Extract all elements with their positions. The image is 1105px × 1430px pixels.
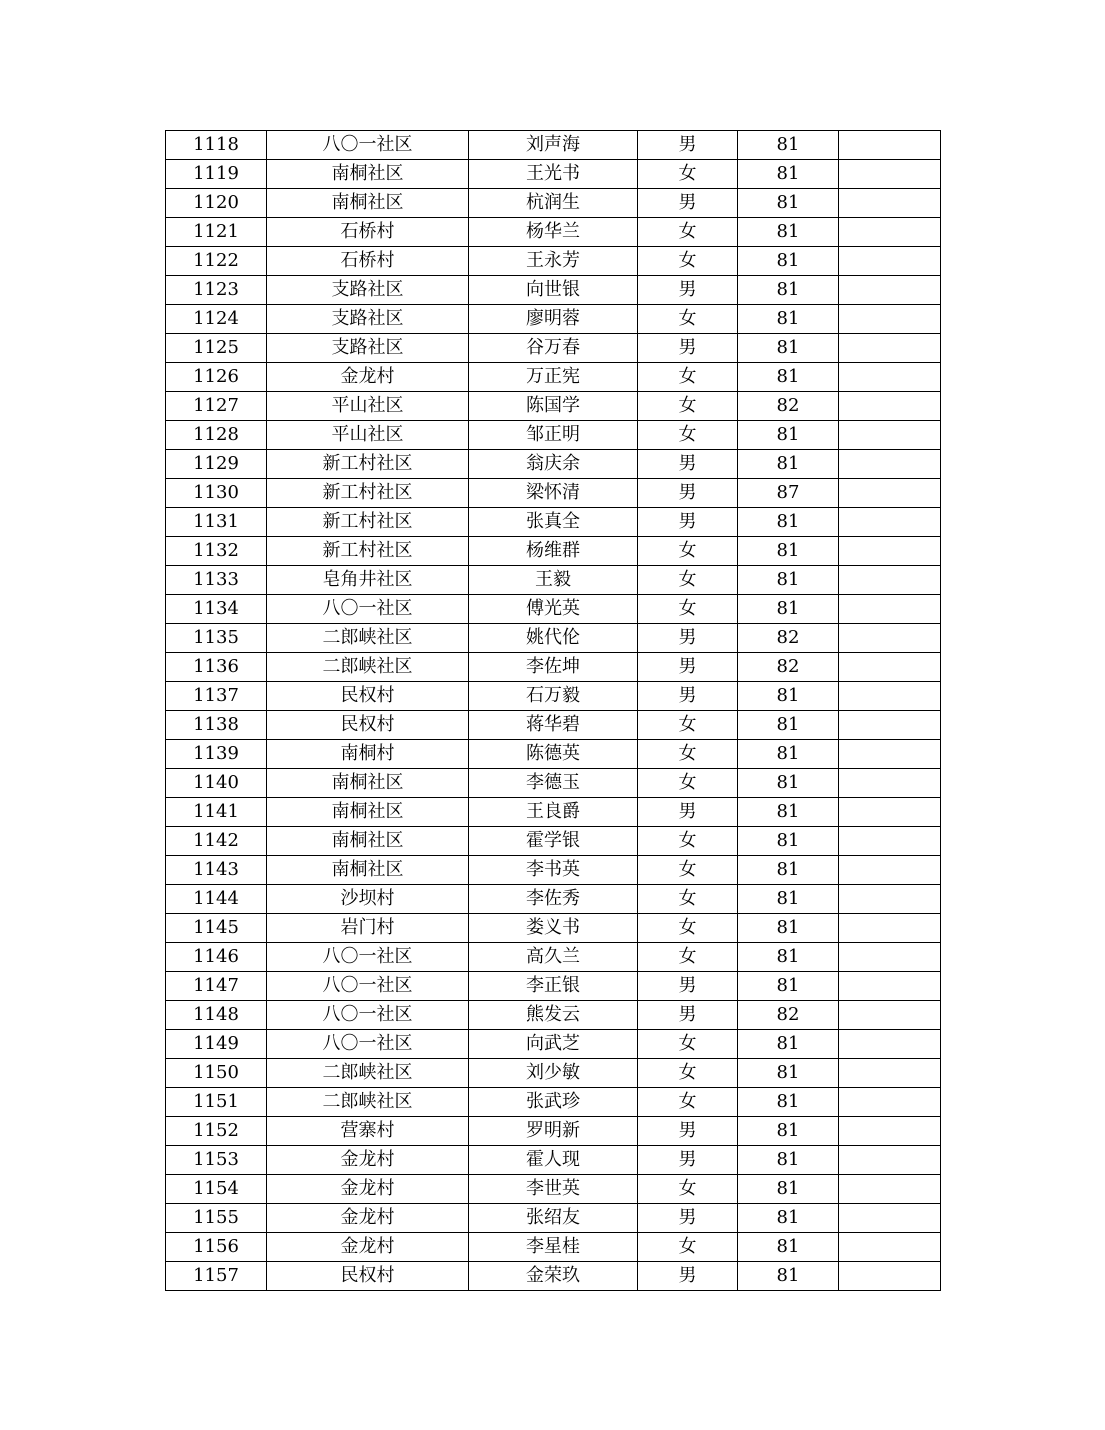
cell-name: 万正宪 xyxy=(469,363,638,392)
cell-number: 1155 xyxy=(166,1204,267,1233)
cell-age: 81 xyxy=(738,1175,839,1204)
cell-community: 南桐社区 xyxy=(267,769,469,798)
table-row xyxy=(166,1001,941,1030)
table-row xyxy=(166,1204,941,1233)
table-row xyxy=(166,1088,941,1117)
cell-name: 张武珍 xyxy=(469,1088,638,1117)
cell-sex: 女 xyxy=(638,1059,738,1088)
cell-sex: 男 xyxy=(638,276,738,305)
table-row xyxy=(166,160,941,189)
table-row xyxy=(166,769,941,798)
cell-age: 81 xyxy=(738,682,839,711)
cell-sex: 男 xyxy=(638,334,738,363)
cell-note xyxy=(839,479,941,508)
cell-age: 87 xyxy=(738,479,839,508)
cell-note xyxy=(839,1030,941,1059)
cell-sex: 女 xyxy=(638,421,738,450)
cell-age: 82 xyxy=(738,1001,839,1030)
cell-sex: 男 xyxy=(638,1262,738,1291)
cell-number: 1149 xyxy=(166,1030,267,1059)
table-row xyxy=(166,1175,941,1204)
cell-number: 1123 xyxy=(166,276,267,305)
cell-note xyxy=(839,1262,941,1291)
cell-community: 八〇一社区 xyxy=(267,943,469,972)
cell-community: 石桥村 xyxy=(267,247,469,276)
table-row xyxy=(166,595,941,624)
table-row xyxy=(166,1030,941,1059)
cell-note xyxy=(839,769,941,798)
cell-community: 南桐社区 xyxy=(267,160,469,189)
cell-age: 81 xyxy=(738,218,839,247)
table-row xyxy=(166,479,941,508)
cell-age: 82 xyxy=(738,392,839,421)
cell-note xyxy=(839,682,941,711)
cell-sex: 男 xyxy=(638,682,738,711)
cell-name: 刘少敏 xyxy=(469,1059,638,1088)
cell-name: 谷万春 xyxy=(469,334,638,363)
cell-note xyxy=(839,160,941,189)
table-row xyxy=(166,508,941,537)
cell-name: 李佐坤 xyxy=(469,653,638,682)
cell-number: 1147 xyxy=(166,972,267,1001)
table-row xyxy=(166,624,941,653)
cell-community: 营寨村 xyxy=(267,1117,469,1146)
cell-sex: 男 xyxy=(638,508,738,537)
cell-age: 81 xyxy=(738,914,839,943)
cell-number: 1150 xyxy=(166,1059,267,1088)
cell-community: 支路社区 xyxy=(267,334,469,363)
cell-note xyxy=(839,1175,941,1204)
cell-name: 李世英 xyxy=(469,1175,638,1204)
cell-community: 支路社区 xyxy=(267,276,469,305)
cell-name: 刘声海 xyxy=(469,131,638,160)
cell-community: 二郎峡社区 xyxy=(267,624,469,653)
cell-sex: 女 xyxy=(638,769,738,798)
cell-number: 1121 xyxy=(166,218,267,247)
cell-note xyxy=(839,566,941,595)
cell-name: 熊发云 xyxy=(469,1001,638,1030)
cell-number: 1124 xyxy=(166,305,267,334)
table-row xyxy=(166,856,941,885)
cell-sex: 男 xyxy=(638,1001,738,1030)
cell-community: 民权村 xyxy=(267,1262,469,1291)
cell-name: 王毅 xyxy=(469,566,638,595)
table-row xyxy=(166,1059,941,1088)
cell-sex: 女 xyxy=(638,740,738,769)
cell-name: 邹正明 xyxy=(469,421,638,450)
cell-community: 南桐社区 xyxy=(267,798,469,827)
table-row xyxy=(166,972,941,1001)
cell-age: 81 xyxy=(738,508,839,537)
cell-name: 蒋华碧 xyxy=(469,711,638,740)
cell-name: 王永芳 xyxy=(469,247,638,276)
cell-name: 张绍友 xyxy=(469,1204,638,1233)
cell-note xyxy=(839,798,941,827)
cell-name: 向武芝 xyxy=(469,1030,638,1059)
cell-age: 81 xyxy=(738,798,839,827)
cell-age: 81 xyxy=(738,1088,839,1117)
cell-age: 81 xyxy=(738,1059,839,1088)
cell-age: 81 xyxy=(738,131,839,160)
cell-sex: 女 xyxy=(638,363,738,392)
table-row xyxy=(166,653,941,682)
cell-sex: 男 xyxy=(638,450,738,479)
cell-sex: 男 xyxy=(638,1117,738,1146)
cell-sex: 男 xyxy=(638,624,738,653)
cell-community: 民权村 xyxy=(267,682,469,711)
roster-table xyxy=(165,130,941,1291)
table-row xyxy=(166,131,941,160)
cell-name: 杭润生 xyxy=(469,189,638,218)
cell-sex: 女 xyxy=(638,943,738,972)
cell-age: 81 xyxy=(738,421,839,450)
cell-community: 沙坝村 xyxy=(267,885,469,914)
cell-number: 1132 xyxy=(166,537,267,566)
cell-community: 金龙村 xyxy=(267,1175,469,1204)
table-row xyxy=(166,1233,941,1262)
cell-note xyxy=(839,827,941,856)
cell-age: 81 xyxy=(738,1262,839,1291)
cell-name: 姚代伦 xyxy=(469,624,638,653)
cell-age: 81 xyxy=(738,334,839,363)
cell-number: 1136 xyxy=(166,653,267,682)
cell-sex: 女 xyxy=(638,827,738,856)
cell-note xyxy=(839,189,941,218)
table-row xyxy=(166,682,941,711)
cell-sex: 男 xyxy=(638,131,738,160)
cell-number: 1127 xyxy=(166,392,267,421)
cell-age: 81 xyxy=(738,943,839,972)
cell-number: 1148 xyxy=(166,1001,267,1030)
table-row xyxy=(166,1146,941,1175)
cell-sex: 男 xyxy=(638,798,738,827)
cell-note xyxy=(839,740,941,769)
cell-number: 1140 xyxy=(166,769,267,798)
cell-name: 李德玉 xyxy=(469,769,638,798)
cell-note xyxy=(839,1146,941,1175)
cell-name: 梁怀清 xyxy=(469,479,638,508)
cell-sex: 女 xyxy=(638,218,738,247)
roster-body xyxy=(166,131,941,1291)
cell-number: 1135 xyxy=(166,624,267,653)
cell-number: 1143 xyxy=(166,856,267,885)
cell-sex: 女 xyxy=(638,1030,738,1059)
cell-community: 金龙村 xyxy=(267,1233,469,1262)
cell-note xyxy=(839,218,941,247)
cell-note xyxy=(839,624,941,653)
table-row xyxy=(166,334,941,363)
cell-sex: 女 xyxy=(638,914,738,943)
cell-age: 81 xyxy=(738,885,839,914)
cell-note xyxy=(839,1059,941,1088)
cell-number: 1130 xyxy=(166,479,267,508)
cell-note xyxy=(839,421,941,450)
cell-community: 南桐社区 xyxy=(267,856,469,885)
cell-name: 李星桂 xyxy=(469,1233,638,1262)
cell-name: 李正银 xyxy=(469,972,638,1001)
cell-sex: 男 xyxy=(638,479,738,508)
cell-age: 81 xyxy=(738,972,839,1001)
cell-sex: 男 xyxy=(638,1204,738,1233)
cell-age: 81 xyxy=(738,1146,839,1175)
cell-name: 傅光英 xyxy=(469,595,638,624)
cell-sex: 女 xyxy=(638,1088,738,1117)
cell-note xyxy=(839,653,941,682)
cell-note xyxy=(839,1204,941,1233)
cell-number: 1142 xyxy=(166,827,267,856)
cell-name: 霍人现 xyxy=(469,1146,638,1175)
cell-name: 向世银 xyxy=(469,276,638,305)
cell-age: 81 xyxy=(738,595,839,624)
cell-sex: 男 xyxy=(638,653,738,682)
cell-note xyxy=(839,595,941,624)
cell-number: 1138 xyxy=(166,711,267,740)
cell-age: 81 xyxy=(738,827,839,856)
cell-community: 新工村社区 xyxy=(267,508,469,537)
cell-age: 82 xyxy=(738,624,839,653)
cell-name: 王良爵 xyxy=(469,798,638,827)
cell-note xyxy=(839,247,941,276)
cell-community: 新工村社区 xyxy=(267,479,469,508)
table-row xyxy=(166,421,941,450)
cell-sex: 男 xyxy=(638,972,738,1001)
cell-sex: 女 xyxy=(638,392,738,421)
cell-number: 1119 xyxy=(166,160,267,189)
cell-name: 石万毅 xyxy=(469,682,638,711)
table-row xyxy=(166,827,941,856)
cell-name: 金荣玖 xyxy=(469,1262,638,1291)
cell-number: 1156 xyxy=(166,1233,267,1262)
cell-name: 罗明新 xyxy=(469,1117,638,1146)
cell-sex: 女 xyxy=(638,711,738,740)
cell-note xyxy=(839,711,941,740)
cell-name: 杨华兰 xyxy=(469,218,638,247)
cell-name: 翁庆余 xyxy=(469,450,638,479)
cell-name: 李佐秀 xyxy=(469,885,638,914)
cell-community: 金龙村 xyxy=(267,1146,469,1175)
cell-age: 82 xyxy=(738,653,839,682)
cell-age: 81 xyxy=(738,769,839,798)
cell-number: 1134 xyxy=(166,595,267,624)
table-row xyxy=(166,566,941,595)
table-row xyxy=(166,218,941,247)
table-row xyxy=(166,1262,941,1291)
cell-number: 1146 xyxy=(166,943,267,972)
cell-community: 平山社区 xyxy=(267,421,469,450)
cell-sex: 女 xyxy=(638,537,738,566)
table-row xyxy=(166,363,941,392)
cell-number: 1157 xyxy=(166,1262,267,1291)
cell-number: 1131 xyxy=(166,508,267,537)
table-row xyxy=(166,537,941,566)
cell-note xyxy=(839,392,941,421)
cell-name: 霍学银 xyxy=(469,827,638,856)
cell-age: 81 xyxy=(738,740,839,769)
table-row xyxy=(166,798,941,827)
cell-sex: 女 xyxy=(638,160,738,189)
cell-number: 1144 xyxy=(166,885,267,914)
table-row xyxy=(166,914,941,943)
cell-community: 金龙村 xyxy=(267,1204,469,1233)
cell-community: 平山社区 xyxy=(267,392,469,421)
cell-community: 二郎峡社区 xyxy=(267,1059,469,1088)
cell-number: 1152 xyxy=(166,1117,267,1146)
cell-note xyxy=(839,305,941,334)
cell-name: 陈国学 xyxy=(469,392,638,421)
table-row xyxy=(166,305,941,334)
cell-note xyxy=(839,1117,941,1146)
cell-age: 81 xyxy=(738,305,839,334)
cell-number: 1139 xyxy=(166,740,267,769)
cell-sex: 女 xyxy=(638,566,738,595)
cell-note xyxy=(839,1233,941,1262)
cell-community: 二郎峡社区 xyxy=(267,653,469,682)
cell-number: 1122 xyxy=(166,247,267,276)
cell-name: 娄义书 xyxy=(469,914,638,943)
cell-community: 南桐村 xyxy=(267,740,469,769)
cell-age: 81 xyxy=(738,856,839,885)
cell-age: 81 xyxy=(738,711,839,740)
cell-sex: 女 xyxy=(638,305,738,334)
cell-number: 1129 xyxy=(166,450,267,479)
cell-sex: 男 xyxy=(638,189,738,218)
cell-sex: 女 xyxy=(638,1175,738,1204)
cell-note xyxy=(839,450,941,479)
cell-age: 81 xyxy=(738,450,839,479)
cell-sex: 女 xyxy=(638,247,738,276)
table-row xyxy=(166,885,941,914)
cell-note xyxy=(839,334,941,363)
cell-community: 民权村 xyxy=(267,711,469,740)
cell-age: 81 xyxy=(738,276,839,305)
cell-note xyxy=(839,943,941,972)
cell-number: 1154 xyxy=(166,1175,267,1204)
cell-note xyxy=(839,276,941,305)
cell-community: 八〇一社区 xyxy=(267,972,469,1001)
cell-number: 1126 xyxy=(166,363,267,392)
cell-note xyxy=(839,972,941,1001)
cell-number: 1151 xyxy=(166,1088,267,1117)
cell-note xyxy=(839,131,941,160)
cell-community: 八〇一社区 xyxy=(267,1001,469,1030)
cell-age: 81 xyxy=(738,189,839,218)
cell-note xyxy=(839,1001,941,1030)
cell-community: 二郎峡社区 xyxy=(267,1088,469,1117)
cell-note xyxy=(839,508,941,537)
cell-sex: 女 xyxy=(638,595,738,624)
cell-age: 81 xyxy=(738,1030,839,1059)
cell-community: 八〇一社区 xyxy=(267,595,469,624)
cell-number: 1153 xyxy=(166,1146,267,1175)
cell-number: 1128 xyxy=(166,421,267,450)
cell-name: 张真全 xyxy=(469,508,638,537)
cell-number: 1137 xyxy=(166,682,267,711)
cell-name: 杨维群 xyxy=(469,537,638,566)
cell-number: 1133 xyxy=(166,566,267,595)
table-row xyxy=(166,740,941,769)
table-row xyxy=(166,711,941,740)
table-row xyxy=(166,943,941,972)
cell-sex: 女 xyxy=(638,856,738,885)
cell-sex: 女 xyxy=(638,885,738,914)
cell-note xyxy=(839,537,941,566)
cell-community: 支路社区 xyxy=(267,305,469,334)
cell-age: 81 xyxy=(738,537,839,566)
table-row xyxy=(166,392,941,421)
cell-age: 81 xyxy=(738,1233,839,1262)
cell-name: 李书英 xyxy=(469,856,638,885)
cell-age: 81 xyxy=(738,363,839,392)
cell-number: 1120 xyxy=(166,189,267,218)
cell-age: 81 xyxy=(738,1204,839,1233)
cell-community: 南桐社区 xyxy=(267,189,469,218)
table-row xyxy=(166,450,941,479)
cell-community: 皂角井社区 xyxy=(267,566,469,595)
cell-name: 王光书 xyxy=(469,160,638,189)
cell-number: 1145 xyxy=(166,914,267,943)
table-row xyxy=(166,189,941,218)
cell-number: 1141 xyxy=(166,798,267,827)
cell-age: 81 xyxy=(738,247,839,276)
cell-note xyxy=(839,363,941,392)
cell-community: 八〇一社区 xyxy=(267,1030,469,1059)
cell-note xyxy=(839,1088,941,1117)
cell-name: 陈德英 xyxy=(469,740,638,769)
cell-name: 高久兰 xyxy=(469,943,638,972)
cell-number: 1125 xyxy=(166,334,267,363)
cell-community: 八〇一社区 xyxy=(267,131,469,160)
cell-note xyxy=(839,856,941,885)
cell-community: 新工村社区 xyxy=(267,537,469,566)
cell-number: 1118 xyxy=(166,131,267,160)
cell-sex: 女 xyxy=(638,1233,738,1262)
cell-age: 81 xyxy=(738,1117,839,1146)
table-row xyxy=(166,247,941,276)
cell-community: 金龙村 xyxy=(267,363,469,392)
cell-age: 81 xyxy=(738,160,839,189)
cell-note xyxy=(839,885,941,914)
table-row xyxy=(166,276,941,305)
table-row xyxy=(166,1117,941,1146)
cell-community: 岩门村 xyxy=(267,914,469,943)
cell-community: 南桐社区 xyxy=(267,827,469,856)
cell-sex: 男 xyxy=(638,1146,738,1175)
cell-community: 石桥村 xyxy=(267,218,469,247)
cell-note xyxy=(839,914,941,943)
cell-name: 廖明蓉 xyxy=(469,305,638,334)
cell-age: 81 xyxy=(738,566,839,595)
cell-community: 新工村社区 xyxy=(267,450,469,479)
